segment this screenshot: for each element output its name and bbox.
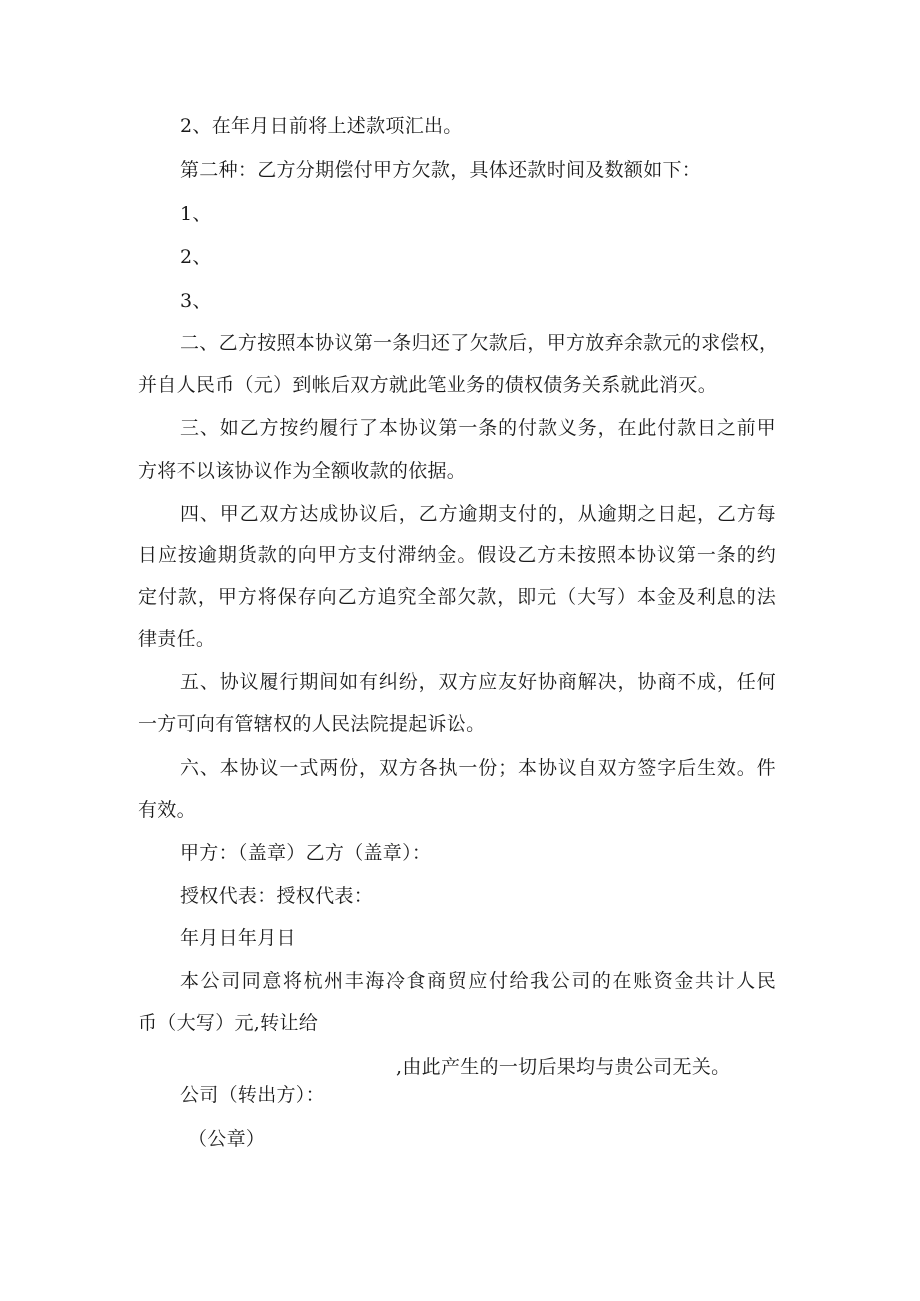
clause-6-line-2: 有效。 [138,799,196,821]
clause-4-line-4: 律责任。 [138,628,216,650]
clause-4-line-2: 日应按逾期货款的向甲方支付滞纳金。假设乙方未按照本协议第一条的约 [138,544,776,566]
option-two-heading: 第二种：乙方分期偿付甲方欠款，具体还款时间及数额如下： [180,159,702,181]
clause-3-line-1: 三、如乙方按约履行了本协议第一条的付款义务，在此付款日之前甲 [180,417,776,439]
clause-4-line-1: 四、甲乙双方达成协议后，乙方逾期支付的，从逾期之日起，乙方每 [180,503,776,525]
clause-3-line-2: 方将不以该协议作为全额收款的依据。 [138,460,467,482]
transfer-statement-line-1: 本公司同意将杭州丰海冷食商贸应付给我公司的在账资金共计人民 [180,970,776,992]
installment-item-2: 2、 [180,246,212,268]
transferor-company-label: 公司（转出方）： [180,1084,325,1106]
clause-4-line-3: 定付款，甲方将保存向乙方追究全部欠款，即元（大写）本金及利息的法 [138,586,776,608]
installment-item-3: 3、 [180,290,212,312]
transfer-statement-line-3: ,由此产生的一切后果均与贵公司无关。 [396,1056,731,1078]
clause-2-line-2: 并自人民币（元）到帐后双方就此笔业务的债权债务关系就此消灭。 [138,374,718,396]
clause-2-line-1: 二、乙方按照本协议第一条归还了欠款后，甲方放弃余款元的求偿权， [180,332,779,354]
transfer-statement-line-2: 币（大写）元,转让给 [138,1012,319,1034]
official-seal-label: （公章） [188,1128,266,1150]
authorized-rep-line: 授权代表：授权代表： [180,885,374,907]
clause-6-line-1: 六、本协议一式两份，双方各执一份；本协议自双方签字后生效。件 [180,757,776,779]
date-line: 年月日年月日 [180,927,296,949]
clause-1-item-2: 2、在年月日前将上述款项汇出。 [180,115,463,137]
party-seal-line: 甲方：（盖章）乙方（盖章）： [180,842,432,864]
installment-item-1: 1、 [180,203,212,225]
clause-5-line-1: 五、协议履行期间如有纠纷，双方应友好协商解决，协商不成，任何 [180,671,776,693]
clause-5-line-2: 一方可向有管辖权的人民法院提起诉讼。 [138,713,486,735]
